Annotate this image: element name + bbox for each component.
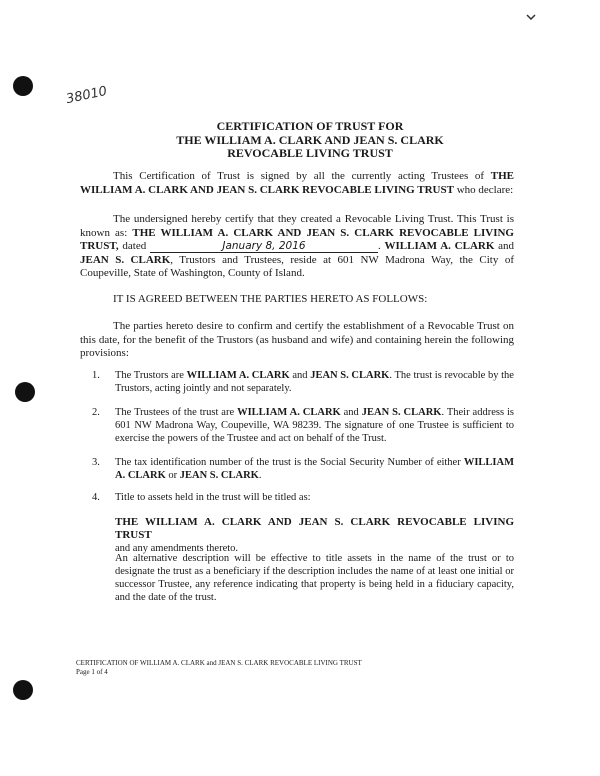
title-line-1: CERTIFICATION OF TRUST FOR: [216, 119, 404, 133]
hole-punch-mark: [15, 382, 35, 402]
handwritten-number: 38010: [64, 83, 109, 108]
document-page: 38010 CERTIFICATION OF TRUST FOR THE WILLIAM A. CLARK AND JEAN S. CLARK REVOCABLE LIVING TRUST This Certification of Trust is signed by all the currently acting Trustees of THE WILLIAM A. CLARK AND JEAN S. CLARK REVOCABLE LIVING TRUST who declare: The undersigned hereby certify that they created a Revocable Living Trust. This Trust is known as: THE WILLIAM A. CLARK AND JEAN S. CLARK REVOCABLE LIVING TRUST, dated January 8, 2016 . WILLIAM A. CLARK and JEAN S. CLARK, Trustors and Trustees, reside at 601 NW Madrona Way, the City of Coupeville, State of Washington, County of Island. IT IS AGREED BETWEEN THE PARTIES HERETO AS FOLLOWS: The parties hereto desire to confirm and certify the establishment of a Revocable Trust on this date, for the benefit of the Trustors (as husband and wife) and containing herein the following provisions: 1. The Trustors are WILLIAM A. CLARK and JEAN S. CLARK. The trust is revocable by the Trustors, acting jointly and not separately. 2. The Trustees of the trust are WILLIAM A. CLARK and JEAN S. CLARK. Their address is 601 NW Madrona Way, Coupeville, WA 98239. The signature of one Trustee is sufficient to exercise the powers of the Trustee and act on behalf of the Trust. 3. The tax identification number of the trust is the Social Security Number of either WILLIAM A. CLARK or JEAN S. CLARK. 4. Title to assets held in the trust will be titled as: THE WILLIAM A. CLARK AND JEAN S. CLARK REVOCABLE LIVING TRUST and any amendments thereto. An alternative description will be effective to title assets in the name of the trust or to designate the trust as a beneficiary if the description includes the name of at least one initial or successor Trustee, any reference indicating that property is being held in a fiduciary capacity, and the date of the trust. CERTIFICATION OF WILLIAM A. CLARK and JEAN S. CLARK REVOCABLE LIVING TRUST Page 1 of 4: [0, 0, 600, 776]
agreement-statement: IT IS AGREED BETWEEN THE PARTIES HERETO AS FOLLOWS:: [113, 293, 428, 305]
hole-punch-mark: [13, 76, 33, 96]
creation-paragraph: The undersigned hereby certify that they created a Revocable Living Trust. This Trust is known as: THE WILLIAM A. CLARK AND JEAN S. CLARK REVOCABLE LIVING TRUST, dated January 8, 2016 . WILLIAM A. CLARK and JEAN S. CLARK, Trustors and Trustees, reside at 601 NW Madrona Way, the City of Coupeville, State of Washington, County of Island.: [80, 213, 515, 279]
title-line-3: REVOCABLE LIVING TRUST: [227, 146, 393, 160]
page-number: Page 1 of 4: [76, 668, 108, 676]
hole-punch-mark: [13, 680, 33, 700]
parties-paragraph: The parties hereto desire to confirm and certify the establishment of a Revocable Trust on this date, for the benefit of the Trustors (as husband and wife) and containing herein the following provisions:: [80, 320, 514, 359]
trust-title-as: THE WILLIAM A. CLARK AND JEAN S. CLARK REVOCABLE LIVING TRUST and any amendments thereto.: [115, 516, 514, 554]
page-footer: [76, 659, 456, 677]
alternative-description: An alternative description will be effective to title assets in the name of the trust or to designate the trust as a beneficiary if the description includes the name of at least one initial or successor Trustee, any reference indicating that property is being held in a fiduciary capacity, and the date of the trust.: [115, 553, 514, 603]
title-line-2: THE WILLIAM A. CLARK AND JEAN S. CLARK: [176, 132, 444, 147]
intro-paragraph: This Certification of Trust is signed by all the currently acting Trustees of THE WILLIAM A. CLARK AND JEAN S. CLARK REVOCABLE LIVING TRUST who declare:: [80, 170, 514, 196]
footer-title: CERTIFICATION OF WILLIAM A. CLARK and JEAN S. CLARK REVOCABLE LIVING TRUST: [76, 659, 362, 667]
handwritten-date: January 8, 2016: [150, 240, 378, 253]
corner-scan-mark-icon: [526, 14, 536, 20]
document-title: [100, 120, 520, 161]
